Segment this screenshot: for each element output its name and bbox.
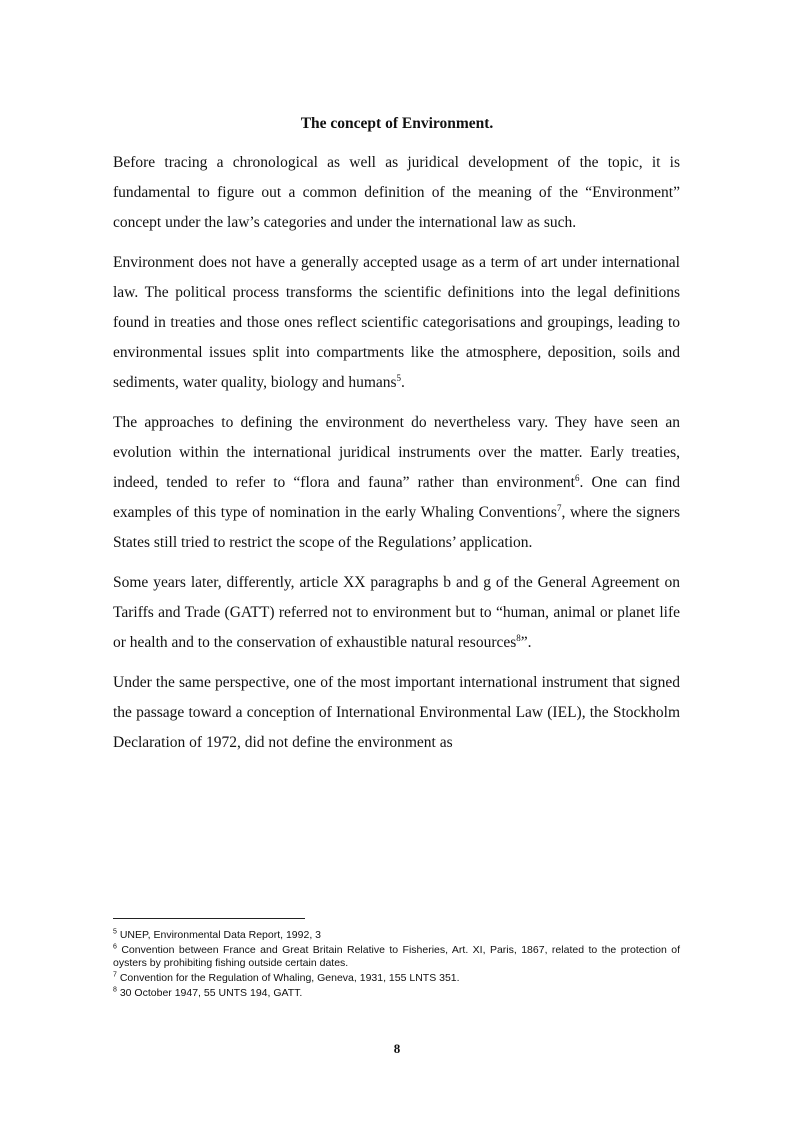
section-title: The concept of Environment. bbox=[300, 115, 494, 132]
paragraph-3-text-a: The approaches to defining the environment do nevertheless vary. They have seen an evolution within the international juridical instruments over the matter. Early treaties, indeed, tended to refer to “flora and fauna” rather than environment bbox=[113, 414, 680, 491]
paragraph-5 bbox=[113, 668, 680, 758]
paragraph-4-text: Some years later, differently, article XX paragraphs b and g of the General Agreement on Tariffs and Trade (GATT) referred not to environment but to “human, animal or planet life or health and to the conservation of exhaustible natural resources bbox=[113, 574, 680, 651]
footnote-7 bbox=[113, 972, 680, 985]
paragraph-3-text-c: , where the signers States still tried to restrict the scope of the Regulations’ application. bbox=[113, 504, 681, 551]
footnote-5 bbox=[113, 929, 680, 942]
footnote-ref-5[interactable]: 5 bbox=[396, 372, 402, 383]
paragraph-4-end: ”. bbox=[520, 634, 532, 651]
footnote-number: 8 bbox=[113, 986, 117, 994]
paragraph-1 bbox=[113, 148, 680, 238]
body-text bbox=[113, 148, 680, 768]
paragraph-2-end: . bbox=[401, 374, 405, 391]
footnote-ref-8[interactable]: 8 bbox=[516, 632, 521, 643]
paragraph-2 bbox=[113, 248, 680, 398]
page-number: 8 bbox=[393, 1041, 401, 1056]
footnote-8 bbox=[113, 987, 680, 1000]
paragraph-3 bbox=[113, 408, 680, 558]
footnote-text: Convention between France and Great Britain Relative to Fisheries, Art. XI, Paris, 1867, related to the protection of oysters by prohibiting fishing outside certain dates. bbox=[113, 944, 680, 969]
footnote-separator bbox=[113, 918, 305, 919]
footnote-ref-6[interactable]: 6 bbox=[574, 472, 580, 483]
footnote-number: 5 bbox=[113, 928, 117, 936]
paragraph-4 bbox=[113, 568, 680, 658]
footnote-number: 7 bbox=[113, 971, 117, 979]
footnote-ref-7[interactable]: 7 bbox=[556, 502, 562, 513]
paragraph-1-text: Before tracing a chronological as well as juridical development of the topic, it is fundamental to figure out a common definition of the meaning of the “Environment” concept under the law’s categories and under the international law as such. bbox=[113, 154, 680, 231]
footnote-number: 6 bbox=[113, 943, 117, 951]
footnote-text: UNEP, Environmental Data Report, 1992, 3 bbox=[119, 929, 321, 941]
footnote-6 bbox=[113, 944, 680, 970]
paragraph-3-text-b: . One can find examples of this type of nomination in the early Whaling Conventions bbox=[113, 474, 680, 521]
footnotes bbox=[113, 929, 680, 1002]
footnote-text: Convention for the Regulation of Whaling, Geneva, 1931, 155 LNTS 351. bbox=[119, 972, 460, 984]
paragraph-2-text: Environment does not have a generally accepted usage as a term of art under international law. The political process transforms the scientific definitions into the legal definitions found in treaties and those ones reflect scientific categorisations and groupings, leading to environmental issues split into compartments like the atmosphere, deposition, soils and sediments, water quality, biology and humans bbox=[113, 254, 680, 391]
footnote-text: 30 October 1947, 55 UNTS 194, GATT. bbox=[119, 987, 303, 999]
paragraph-5-text: Under the same perspective, one of the most important international instrument that signed the passage toward a conception of International Environmental Law (IEL), the Stockholm Declaration of 1972, did not define the environment as bbox=[113, 674, 680, 751]
